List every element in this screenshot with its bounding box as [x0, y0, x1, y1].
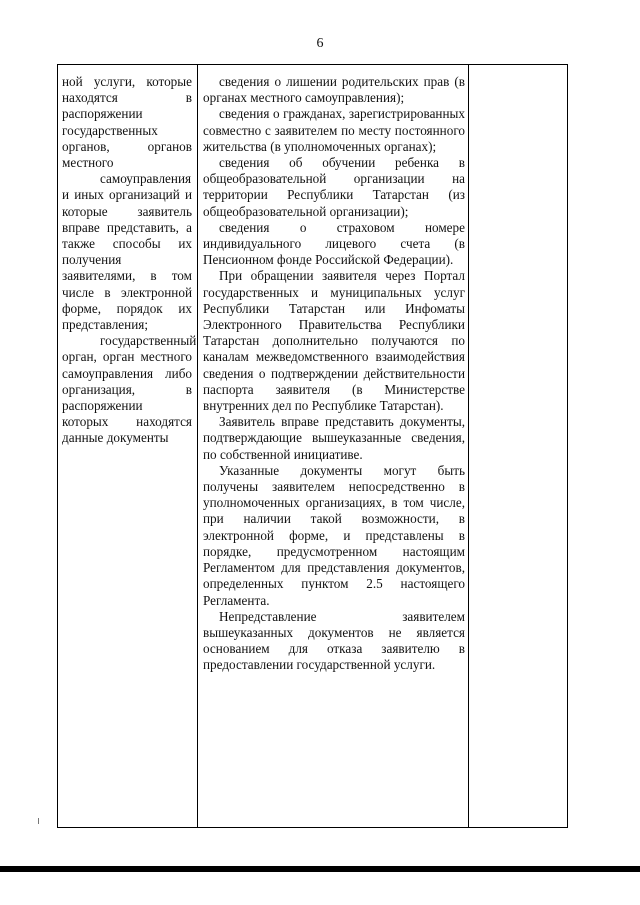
- scan-edge-bar: [0, 866, 640, 872]
- column-divider-1: [197, 65, 198, 827]
- cell-paragraph: сведения о гражданах, зарегистрированных совместно с заявителем по месту постоянного жительства (в уполномоченных органах);: [203, 106, 465, 154]
- column-divider-2: [468, 65, 469, 827]
- cell-paragraph: ной услуги, которые находятся в распоряжении государственных органов, органов местного: [62, 74, 192, 171]
- cell-paragraph: Указанные документы могут быть получены заявителем непосредственно в уполномоченных организациях, в том числе, при наличии такой возможности, в электронной форме, и представлены в порядке, предусмотренном настоящим Регламентом для представления документов, определенных пунктом 2.5 настоящего Регламента.: [203, 462, 465, 608]
- cell-paragraph: При обращении заявителя через Портал государственных и муниципальных услуг Республики Татарстан или Инфоматы Электронного Правительства Республики Татарстан дополнительно получаются по каналам межведомственного взаимодействия сведения о подтверждении действительности паспорта заявителя (в Министерстве внутренних дел по Республике Татарстан).: [203, 268, 465, 414]
- cell-paragraph: сведения о страховом номере индивидуального лицевого счета (в Пенсионном фонде Российской Федерации).: [203, 219, 465, 268]
- cell-paragraph: Заявитель вправе представить документы, подтверждающие вышеуказанные сведения, по собственной инициативе.: [203, 414, 465, 462]
- page-number: 6: [316, 36, 324, 51]
- cell-paragraph: сведения об обучении ребенка в общеобразовательной организации на территории Республики Татарстан (из общеобразовательной организации);: [203, 155, 465, 219]
- cell-paragraph: государственный орган, орган местного самоуправления либо организация, в распоряжении которых находятся данные документы: [62, 333, 197, 446]
- cell-paragraph: самоуправления и иных организаций и которые заявитель вправе представить, а также способы их получения заявителями, в том числе в электронной форме, порядок их представления;: [62, 171, 192, 333]
- document-table: [57, 64, 568, 828]
- cell-paragraph: сведения о лишении родительских прав (в органах местного самоуправления);: [203, 74, 465, 106]
- table-cell-documents-content: [203, 74, 465, 674]
- cell-paragraph: Непредставление заявителем вышеуказанных документов не является основанием для отказа заявителю в предоставлении государственной услуги.: [203, 608, 465, 673]
- scan-speck: [38, 818, 39, 824]
- table-cell-documents-description: [62, 74, 197, 447]
